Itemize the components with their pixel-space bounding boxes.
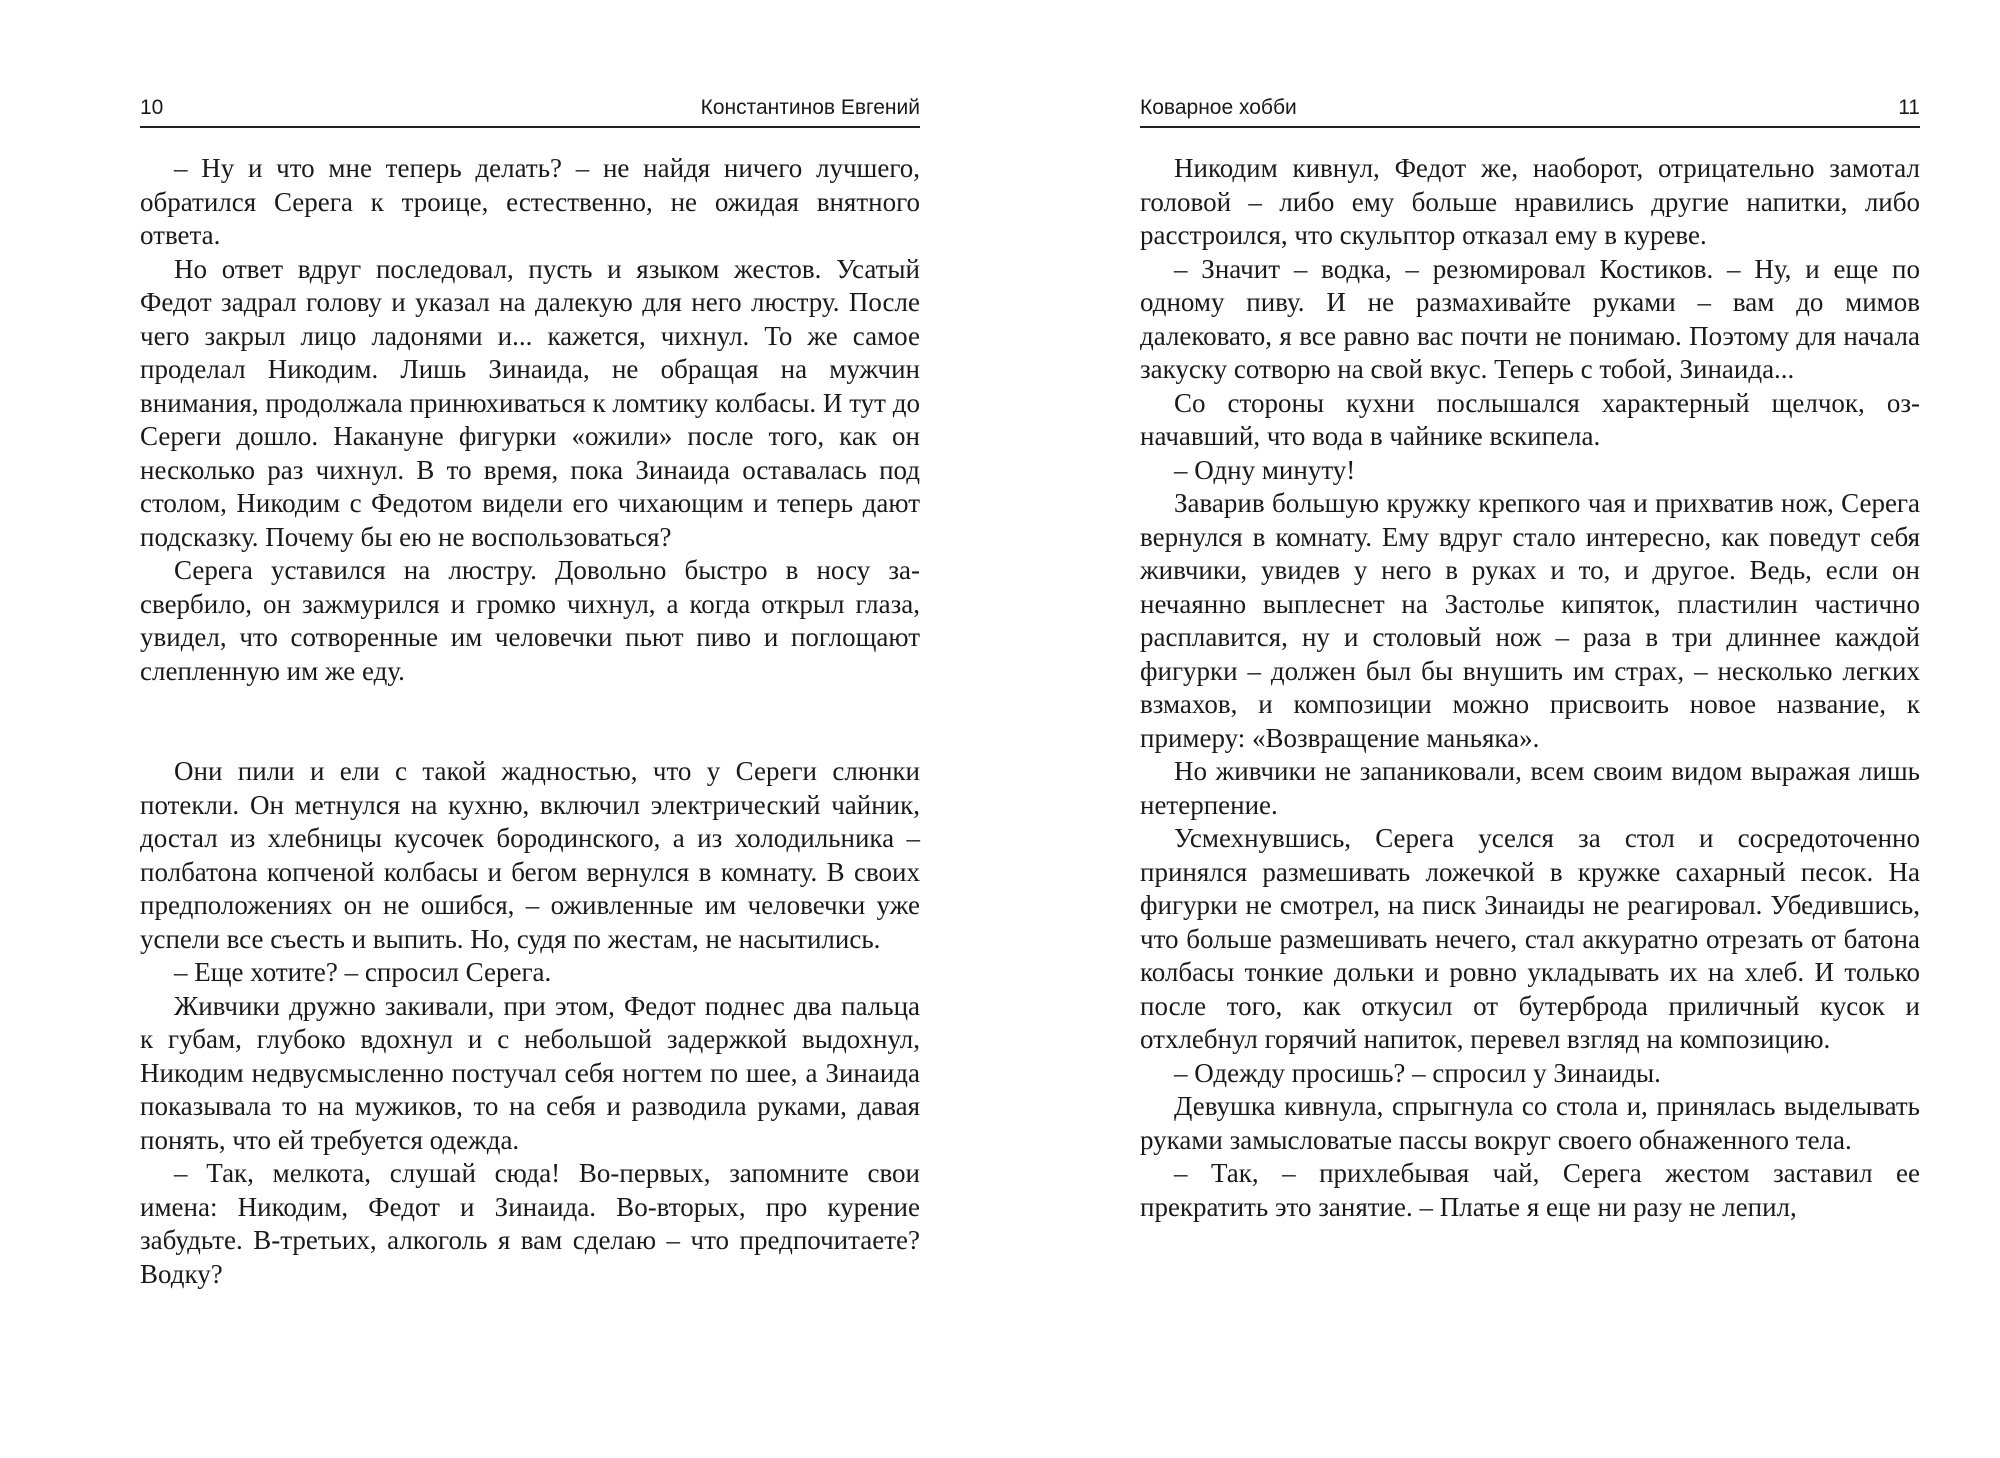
left-page-header: [140, 92, 920, 128]
right-running-title: Коварное хобби: [1140, 96, 1297, 119]
paragraph: Никодим кивнул, Федот же, наоборот, отрицательно замотал головой – либо ему больше нравились другие напитки, либо расстроился, что скульптор отказал ему в куреве.: [1140, 153, 1920, 250]
paragraph: Живчики дружно закивали, при этом, Федот поднес два пальца к губам, глубоко вдохнул и с небольшой задержкой выдохнул, Никодим недвусмысленно постучал себя ногтем по шее, а Зинаида показывала то на мужиков, то на себя и разводила руками, давая понять, что ей требуется одежда.: [140, 990, 920, 1155]
right-page: [1140, 0, 1920, 1458]
paragraph: Они пили и ели с такой жадностью, что у Сереги слюнки потекли. Он метнулся на кухню, включил электрический чайник, достал из хлебницы кусочек бородинского, а из холодильника – полбатона копченой колбасы и бегом вернулся в комнату. В своих предположениях он не ошибся, – оживленные им человечки уже успели все съесть и выпить. Но, судя по жестам, не насытились.: [140, 756, 920, 954]
paragraph: – Так, – прихлебывая чай, Серега жестом заставил ее прекратить это занятие. – Платье я еще ни разу не лепил,: [1140, 1158, 1920, 1222]
paragraph: Но ответ вдруг последовал, пусть и языком жестов. Усатый Федот задрал голову и указал на далекую для него люстру. После чего закрыл лицо ладонями и... кажется, чихнул. То же самое проделал Никодим. Лишь Зинаида, не обращая на мужчин внимания, продолжала принюхиваться к ломтику колбасы. И тут до Сереги дошло. Накануне фигурки «ожили» после того, как он несколько раз чихнул. В то время, пока Зинаида оставалась под столом, Никодим с Федотом видели его чихающим и теперь дают подсказку. Почему бы ею не воспользоваться?: [140, 253, 920, 552]
paragraph: – Ну и что мне теперь делать? – не найдя ничего лучшего, обратился Серега к троице, естественно, не ожидая внятного ответа.: [140, 153, 920, 250]
left-page-number: 10: [140, 96, 164, 119]
left-page: [140, 0, 920, 1458]
paragraph: – Так, мелкота, слушай сюда! Во-первых, запомните свои имена: Никодим, Федот и Зинаида. Во-вторых, про курение забудьте. В-третьих, алкоголь я вам сделаю – что предпочитаете? Водку?: [140, 1158, 920, 1289]
paragraph: – Одежду просишь? – спросил у Зинаиды.: [1174, 1057, 1661, 1088]
paragraph: Усмехнувшись, Серега уселся за стол и сосредоточенно принялся размешивать ложечкой в кружке сахарный песок. На фигурки не смотрел, на писк Зинаиды не реагировал. Убедившись, что больше размешивать нечего, стал аккуратно отрезать от батона колбасы тонкие дольки и ровно укладывать их на хлеб. И только после того, как откусил от бутерброда приличный кусок и отхлебнул горячий напиток, перевел взгляд на композицию.: [1140, 823, 1920, 1054]
paragraph: Девушка кивнула, спрыгнула со стола и, принялась выделывать руками замысловатые пассы вокруг своего обнаженного тела.: [1140, 1091, 1920, 1155]
paragraph: – Значит – водка, – резюмировал Костиков. – Ну, и еще по одному пиву. И не размахивайте руками – вам до мимов далековато, я все равно вас почти не понимаю. Поэтому для начала закуску сотворю на свой вкус. Теперь с тобой, Зинаида...: [1140, 253, 1920, 384]
right-page-text: [1140, 152, 1920, 1224]
paragraph: Серега уставился на люстру. Довольно быстро в носу засвербило, он зажмурился и громко чихнул, а когда открыл глаза, увидел, что сотворенные им человечки пьют пиво и поглощают слепленную им же еду.: [140, 555, 920, 686]
paragraph: Со стороны кухни послышался характерный щелчок, означавший, что вода в чайнике вскипела.: [1140, 387, 1920, 451]
paragraph: – Одну минуту!: [1174, 454, 1356, 485]
paragraph: Но живчики не запаниковали, всем своим видом выражая лишь нетерпение.: [1140, 756, 1920, 820]
left-page-text: [140, 152, 920, 1291]
left-running-title: Константинов Евгений: [700, 96, 920, 119]
paragraph: Заварив большую кружку крепкого чая и прихватив нож, Серега вернулся в комнату. Ему вдруг стало интересно, как поведут себя живчики, увидев у него в руках и то, и другое. Ведь, если он нечаянно выплеснет на Застолье кипяток, пластилин частично расплавится, ну и столовый нож – раза в три длиннее каждой фигурки – должен был бы внушить им страх, – несколько легких взмахов, и композиции можно присвоить новое название, к примеру: «Возвращение маньяка».: [1140, 488, 1920, 753]
paragraph: – Еще хотите? – спросил Серега.: [174, 957, 552, 987]
right-page-number: 11: [1898, 96, 1920, 119]
right-page-header: [1140, 92, 1920, 128]
